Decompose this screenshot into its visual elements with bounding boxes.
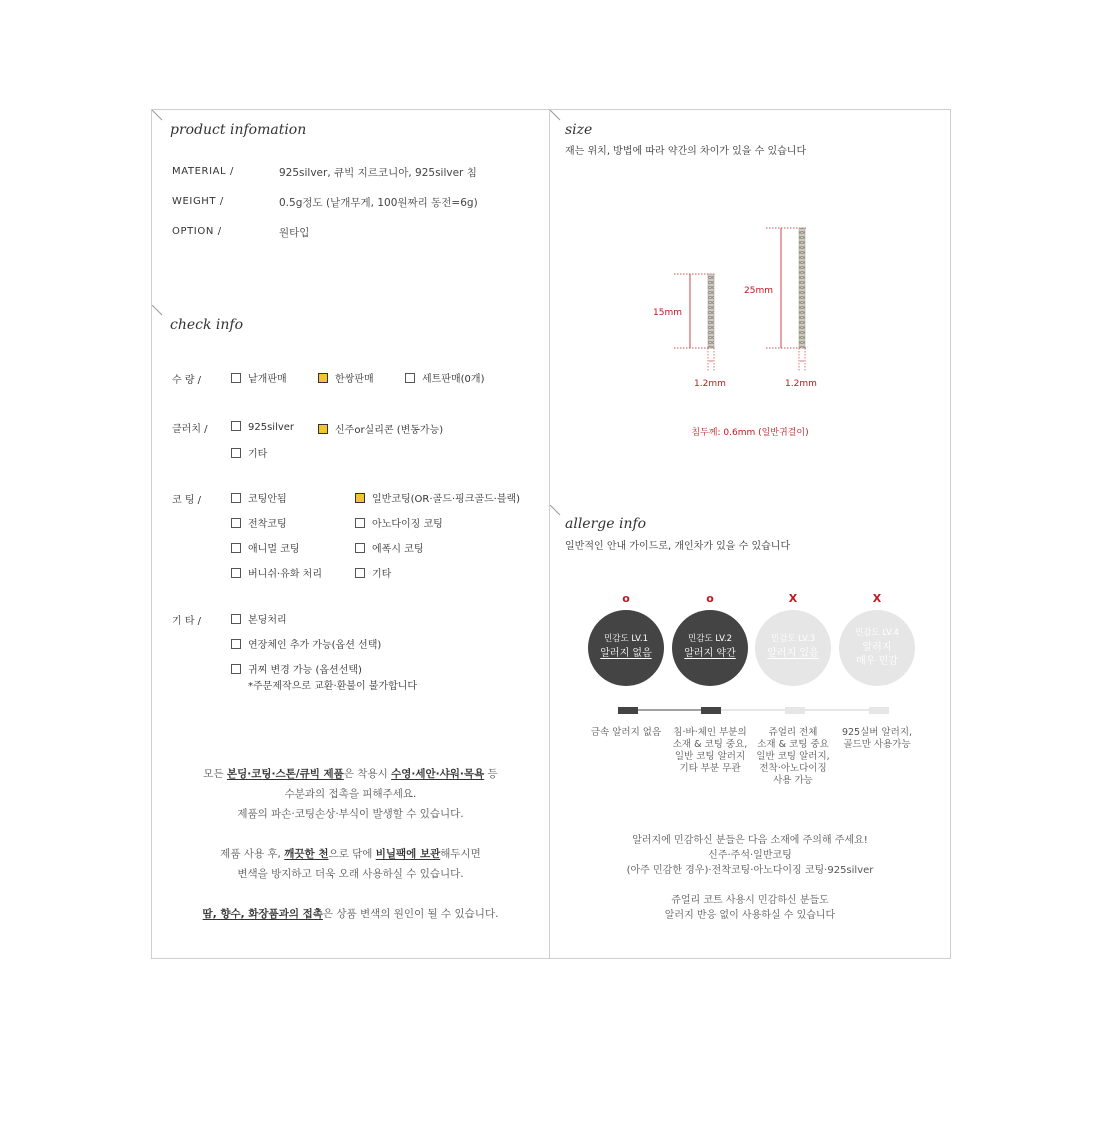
allergy-notice-line: 신주·주석·일반코팅 (708, 850, 792, 861)
level-label: 민감도 LV.1 (604, 634, 648, 644)
product-info-title: product infomation (170, 122, 307, 138)
checkbox-option: 낱개판매 (231, 370, 287, 385)
allergy-caption: 925실버 알러지, 골드만 사용가능 (841, 727, 913, 750)
coating-label: 코 팅 / (172, 495, 202, 506)
checkbox-option: 기타 (355, 565, 391, 580)
checked-box-icon (318, 373, 328, 383)
length-label-25mm: 25mm (744, 286, 773, 296)
care-line: 수분과의 접촉을 피해주세요. (284, 788, 417, 800)
care-line: 제품 사용 후, 깨끗한 천으로 닦에 비닐팩에 보관해두시면 (220, 848, 481, 860)
earring-25mm (766, 228, 806, 372)
care-line: 모든 본딩·코팅·스톤/큐빅 제품은 착용시 수영·세안·샤워·목욕 등 (203, 768, 498, 780)
corner-mark-icon (152, 305, 166, 319)
weight-label: WEIGHT / (172, 196, 224, 207)
checkbox-option: 925silver (231, 421, 294, 433)
checkbox-option: 코팅안됨 (231, 490, 287, 505)
allergy-mark: X (788, 592, 798, 605)
corner-mark-icon (152, 110, 166, 124)
width-label-25mm: 1.2mm (785, 379, 817, 389)
allergy-level-3 (755, 610, 831, 686)
material-value: 925silver, 큐빅 지르코니아, 925silver 침 (279, 167, 477, 179)
size-subtitle: 재는 위치, 방법에 따라 약간의 차이가 있을 수 있습니다 (565, 146, 807, 157)
level-desc: 알러지 매우 민감 (856, 642, 898, 667)
option-label: OPTION / (172, 226, 222, 237)
allergy-level-4 (839, 610, 915, 686)
etc-label: 기 타 / (172, 616, 202, 627)
level-label: 민감도 LV.2 (688, 634, 732, 644)
checked-box-icon (355, 493, 365, 503)
care-line: 땀, 향수, 화장품과의 접촉은 상품 변색의 원인이 될 수 있습니다. (202, 908, 499, 920)
level-label: 민감도 LV.4 (855, 628, 899, 638)
level-desc: 알러지 없음 (600, 648, 652, 659)
level-label: 민감도 LV.3 (771, 634, 815, 644)
clutch-label: 클러치 / (172, 424, 208, 435)
product-info-panel (151, 109, 550, 959)
allergy-notice-line: 알러지에 민감하신 분들은 다음 소재에 주의해 주세요! (632, 835, 868, 846)
pin-thickness-note: 침두께: 0.6mm (일반귀걸이) (691, 428, 809, 438)
allergy-scale-bar (610, 704, 900, 718)
allergy-title: allerge info (565, 516, 647, 532)
corner-mark-icon (550, 110, 564, 124)
allergy-mark: X (872, 592, 882, 605)
option-value: 원타입 (279, 227, 310, 239)
custom-order-note: *주문제작으로 교환·환불이 불가합니다 (248, 681, 418, 692)
checkbox-option: 애니멀 코팅 (231, 540, 299, 555)
level-desc: 알러지 약간 (684, 648, 736, 659)
checkbox-icon (231, 421, 241, 431)
checkbox-icon (355, 518, 365, 528)
allergy-caption: 금속 알러지 없음 (590, 727, 662, 738)
checkbox-icon (231, 493, 241, 503)
check-info-title: check info (170, 317, 244, 333)
checkbox-icon (355, 543, 365, 553)
checkbox-icon (231, 664, 241, 674)
allergy-caption: 침·바·체인 부분의 소재 & 코팅 중요, 일반 코팅 알러지 기타 부분 무관 (672, 727, 748, 774)
checkbox-icon (231, 614, 241, 624)
checkbox-icon (231, 448, 241, 458)
allergy-notice-spacer (550, 878, 950, 893)
width-label-15mm: 1.2mm (694, 379, 726, 389)
length-label-15mm: 15mm (653, 308, 682, 318)
allergy-mark: o (622, 592, 630, 605)
size-diagram (640, 220, 840, 390)
checkbox-icon (231, 373, 241, 383)
allergy-level-2 (672, 610, 748, 686)
checkbox-option: 일반코팅(OR·골드·핑크골드·블랙) (355, 490, 520, 505)
checked-box-icon (318, 424, 328, 434)
material-label: MATERIAL / (172, 166, 234, 177)
checkbox-option: 아노다이징 코팅 (355, 515, 443, 530)
checkbox-option: 본딩처리 (231, 611, 287, 626)
checkbox-icon (231, 639, 241, 649)
checkbox-option: 세트판매(0개) (405, 370, 484, 385)
corner-mark-icon (550, 505, 564, 519)
level-desc: 알러지 있음 (767, 648, 819, 659)
allergy-notice-line: 알러지 반응 없이 사용하실 수 있습니다 (664, 910, 836, 921)
checkbox-icon (405, 373, 415, 383)
checkbox-option: 연장체인 추가 가능(옵션 선택) (231, 636, 381, 651)
checkbox-option: 버니쉬·유화 처리 (231, 565, 322, 580)
allergy-notice-line: 쥬얼리 코트 사용시 민감하신 분들도 (671, 895, 829, 906)
checkbox-icon (231, 518, 241, 528)
checkbox-option: 기타 (231, 445, 267, 460)
care-line: 변색을 방지하고 더욱 오래 사용하실 수 있습니다. (237, 868, 464, 880)
checkbox-option: 에폭시 코팅 (355, 540, 423, 555)
earring-15mm (674, 274, 716, 372)
checkbox-option: 한쌍판매 (318, 370, 374, 385)
checkbox-icon (355, 568, 365, 578)
checkbox-option: 귀찌 변경 가능 (옵션선택) (231, 661, 362, 676)
checkbox-option: 신주or실리콘 (변동가능) (318, 421, 443, 436)
allergy-caption: 쥬얼리 전체 소재 & 코팅 중요 일반 코팅 알러지, 전착·아노다이징 사용 가능 (756, 727, 830, 786)
checkbox-icon (231, 543, 241, 553)
quantity-label: 수 량 / (172, 375, 202, 386)
allergy-mark: o (706, 592, 714, 605)
size-title: size (565, 122, 593, 138)
allergy-notice-line: (아주 민감한 경우)·전착코팅·아노다이징 코팅·925silver (626, 865, 874, 876)
checkbox-option: 전착코팅 (231, 515, 287, 530)
care-line: 제품의 파손·코팅손상·부식이 발생할 수 있습니다. (237, 808, 464, 820)
allergy-notice (550, 833, 950, 923)
care-notice (152, 764, 549, 924)
weight-value: 0.5g정도 (낱개무게, 100원짜리 동전=6g) (279, 197, 478, 209)
allergy-level-1 (588, 610, 664, 686)
allergy-subtitle: 일반적인 안내 가이드로, 개인차가 있을 수 있습니다 (565, 541, 791, 552)
checkbox-icon (231, 568, 241, 578)
size-allergy-panel (549, 109, 951, 959)
